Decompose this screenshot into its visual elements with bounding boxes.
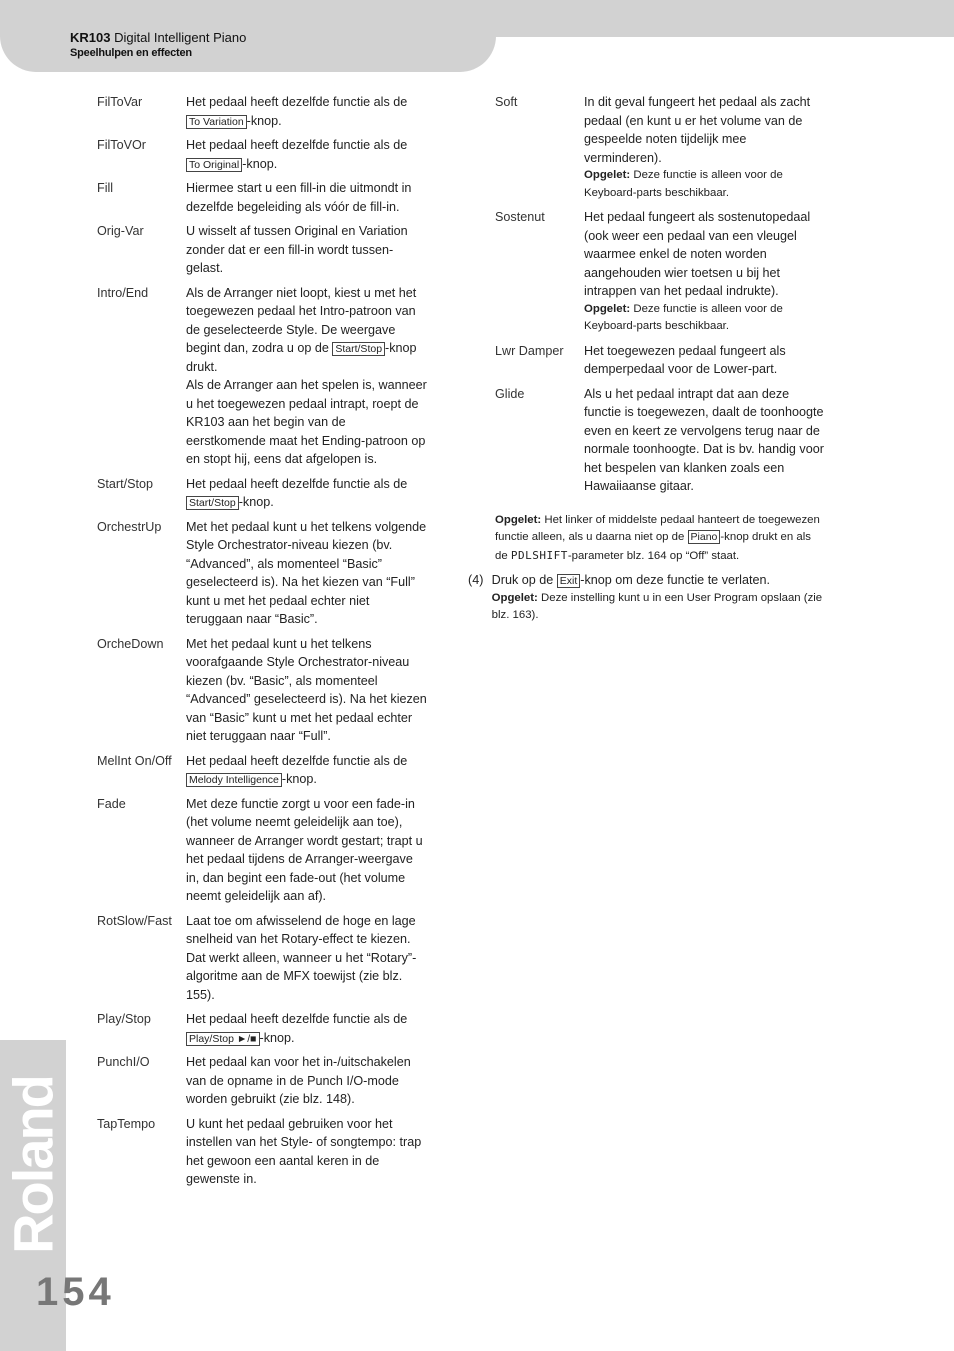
step-note-text: Deze instelling kunt u in een User Program opslaan (zie blz. 163). (491, 591, 823, 621)
entry-description (186, 1010, 427, 1047)
footnote (495, 512, 825, 566)
entry-text: Hiermee start u een fill-in die uitmondt in dezelfde begeleiding als vóór de fill-in. (186, 181, 412, 214)
entry-text: Het pedaal kan voor het in-/uitschakelen van de opname in de Punch I/O-mode worden gebruikt (zie blz. 148). (186, 1055, 411, 1106)
step-note-label: Opgelet: (491, 591, 538, 604)
button-reference: Melody Intelligence (186, 773, 282, 787)
entry-row (97, 752, 427, 789)
entry-description (186, 752, 427, 789)
right-entries (495, 93, 825, 496)
step-note (492, 590, 825, 625)
entry-description (186, 136, 427, 173)
entry-description (186, 475, 427, 512)
entry-note-text: Deze functie is alleen voor de Keyboard-parts beschikbaar. (584, 169, 783, 199)
entry-description (186, 93, 427, 130)
entry-row (495, 342, 825, 379)
entry-description (584, 208, 825, 336)
model-name: KR103 (70, 30, 111, 45)
entry-text-end: -knop. (246, 113, 282, 128)
entry-term: Intro/End (97, 285, 149, 300)
entry-description (186, 1115, 427, 1189)
entry-row (97, 284, 427, 469)
entry-term: PunchI/O (97, 1055, 150, 1069)
footnote-text-mid: -knop drukt en als de (495, 531, 811, 562)
entry-description (186, 518, 427, 629)
entry-text: U kunt het pedaal gebruiken voor het instellen van het Style- of songtempo: trap het gewoon een aantal keren in de gewenste in. (186, 1116, 422, 1186)
entry-term: FilToVOr (97, 138, 146, 152)
entry-text-extra: Als de Arranger aan het spelen is, wanneer u het toegewezen pedaal intrapt, roept de KR103 aan het begin van de eerstkomende maat het Ending-patroon op en stopt hij, eens dat afgelopen is. (186, 378, 427, 466)
entry-term: TapTempo (97, 1116, 156, 1131)
entry-text: Laat toe om afwisselend de hoge en lage snelheid van het Rotary-effect te kiezen. Dat werkt alleen, wanneer u het “Rotary”-algoritme aan de MFX toewijst (zie blz. 155). (186, 913, 417, 1002)
footnote-text: Het linker of middelste pedaal hanteert de toegewezen functie alleen, als u daarna niet op de (495, 513, 820, 543)
entry-text: Het pedaal heeft dezelfde functie als de (186, 753, 408, 768)
entry-term: Play/Stop (97, 1012, 151, 1026)
entry-description (186, 179, 427, 216)
entry-text: Met het pedaal kunt u het telkens volgende Style Orchestrator-niveau kiezen (bv. “Advanced”, als momenteel “Basic” geselecteerd is). Na het kiezen van “Full” kunt u met het pedaal echter niet teruggaan naar “Basic”. (186, 519, 427, 626)
entry-term: FilToVar (97, 95, 143, 109)
entry-note-text: Deze functie is alleen voor de Keyboard-parts beschikbaar. (584, 302, 783, 332)
entry-row (97, 1053, 427, 1109)
entry-text: Als de Arranger niet loopt, kiest u met het toegewezen pedaal het Intro-patroon van de geselecteerde Style. De weergave begint dan, zodra u op de (186, 285, 417, 355)
entry-text-end: -knop. (242, 156, 278, 171)
entry-row (97, 1115, 427, 1189)
entry-term: Orig-Var (97, 224, 144, 238)
entry-row (97, 222, 427, 278)
entry-row (97, 475, 427, 512)
button-reference: To Variation (186, 115, 247, 129)
entry-row (97, 1010, 427, 1047)
entry-text: Het pedaal heeft dezelfde functie als de (186, 1012, 408, 1026)
product-name: Digital Intelligent Piano (114, 30, 247, 45)
entry-text-end: -knop. (281, 772, 317, 786)
right-column (468, 93, 825, 625)
left-column (97, 93, 427, 1195)
entry-row (97, 136, 427, 173)
entry-description (186, 795, 427, 906)
entry-term: OrcheDown (97, 636, 164, 651)
entry-note-label: Opgelet: (584, 302, 631, 315)
entry-text: U wisselt af tussen Original en Variation zonder dat er een fill-in wordt tussen-gelast. (186, 224, 408, 275)
entry-term: Fade (97, 796, 126, 811)
entry-description (186, 912, 427, 1005)
entry-text-end: -knop. (238, 495, 274, 509)
footnote-text-end: -parameter blz. 164 op “Off” staat. (567, 549, 740, 562)
footnote-label: Opgelet: (495, 513, 542, 526)
running-header (70, 30, 246, 45)
entry-note (584, 167, 825, 202)
entry-term: Fill (97, 181, 114, 195)
button-reference: Play/Stop ►/■ (186, 1032, 260, 1046)
entry-row (97, 912, 427, 1005)
entry-text: Het pedaal heeft dezelfde functie als de (186, 95, 408, 109)
entry-row (97, 518, 427, 629)
exit-button-ref: Exit (557, 574, 581, 588)
entry-text: Het pedaal fungeert als sostenutopedaal (ook weer een pedaal van een vleugel waarmee enkel de noten worden aangehouden wier toetsen u bij het intrappen van het pedaal indrukte). (584, 210, 811, 298)
entry-term: OrchestrUp (97, 519, 162, 534)
entry-description (584, 93, 825, 202)
entry-description (584, 385, 825, 496)
entry-term: Glide (495, 386, 525, 401)
entry-row (495, 93, 825, 202)
entry-row (495, 208, 825, 336)
entry-description (186, 1053, 427, 1109)
entry-note (584, 301, 825, 336)
button-reference: To Original (186, 158, 242, 172)
entry-note-label: Opgelet: (584, 169, 631, 181)
entry-text-end: -knop. (259, 1030, 295, 1045)
step-4 (468, 571, 825, 625)
entry-row (97, 93, 427, 130)
entry-description (186, 635, 427, 746)
entry-text: Als u het pedaal intrapt dat aan deze functie is toegewezen, daalt de toonhoogte even en keert ze vervolgens terug naar de normale toonhoogte. Dat is bv. handig voor het bespelen van klanken zoals een Hawaiiaanse gitaar. (584, 386, 824, 493)
entry-term: Lwr Damper (495, 343, 564, 358)
entry-text: Het toegewezen pedaal fungeert als demperpedaal voor de Lower-part. (584, 343, 786, 376)
entry-text: Met het pedaal kunt u het telkens voorafgaande Style Orchestrator-niveau kiezen (bv. “Basic”, als momenteel “Advanced” geselecteerd is). Na het kiezen van “Basic” kunt u met het pedaal echter niet teruggaan naar “Full”. (186, 636, 427, 743)
entry-text: In dit geval fungeert het pedaal als zacht pedaal (en kunt u er het volume van de gespeelde noten tijdelijk mee verminderen). (584, 95, 811, 165)
step-text-end: -knop om deze functie te verlaten. (580, 573, 770, 587)
entry-description (186, 222, 427, 278)
entry-row (97, 795, 427, 906)
entry-row (97, 635, 427, 746)
step-text: Druk op de (491, 573, 554, 587)
button-reference: Start/Stop (186, 496, 239, 510)
entry-description (186, 284, 427, 469)
lcd-parameter: PDLSHIFT (510, 548, 568, 562)
piano-button-ref: Piano (688, 530, 721, 544)
entry-text: Het pedaal heeft dezelfde functie als de (186, 138, 408, 152)
entry-term: Soft (495, 95, 518, 109)
button-reference: Start/Stop (332, 342, 385, 356)
roland-logo: Roland (1, 1076, 65, 1254)
entry-term: Start/Stop (97, 476, 154, 491)
entry-text-end: -knop drukt. (186, 341, 417, 374)
step-number: (4) (468, 573, 484, 587)
entry-description (584, 342, 825, 379)
entry-term: RotSlow/Fast (97, 913, 172, 928)
entry-text: Het pedaal heeft dezelfde functie als de (186, 476, 408, 491)
section-title: Speelhulpen en effecten (70, 47, 192, 59)
entry-row (97, 179, 427, 216)
entry-row (495, 385, 825, 496)
page-number: 154 (36, 1270, 115, 1314)
entry-text: Met deze functie zorgt u voor een fade-in (het volume neemt geleidelijk aan toe), wanneer de Arranger wordt gestart; trapt u het pedaal tijdens de Arranger-weergave in, dan begint een fade-out (het volume neemt geleidelijk aan af). (186, 796, 423, 903)
entry-term: MelInt On/Off (97, 753, 172, 768)
entry-term: Sostenut (495, 210, 545, 224)
